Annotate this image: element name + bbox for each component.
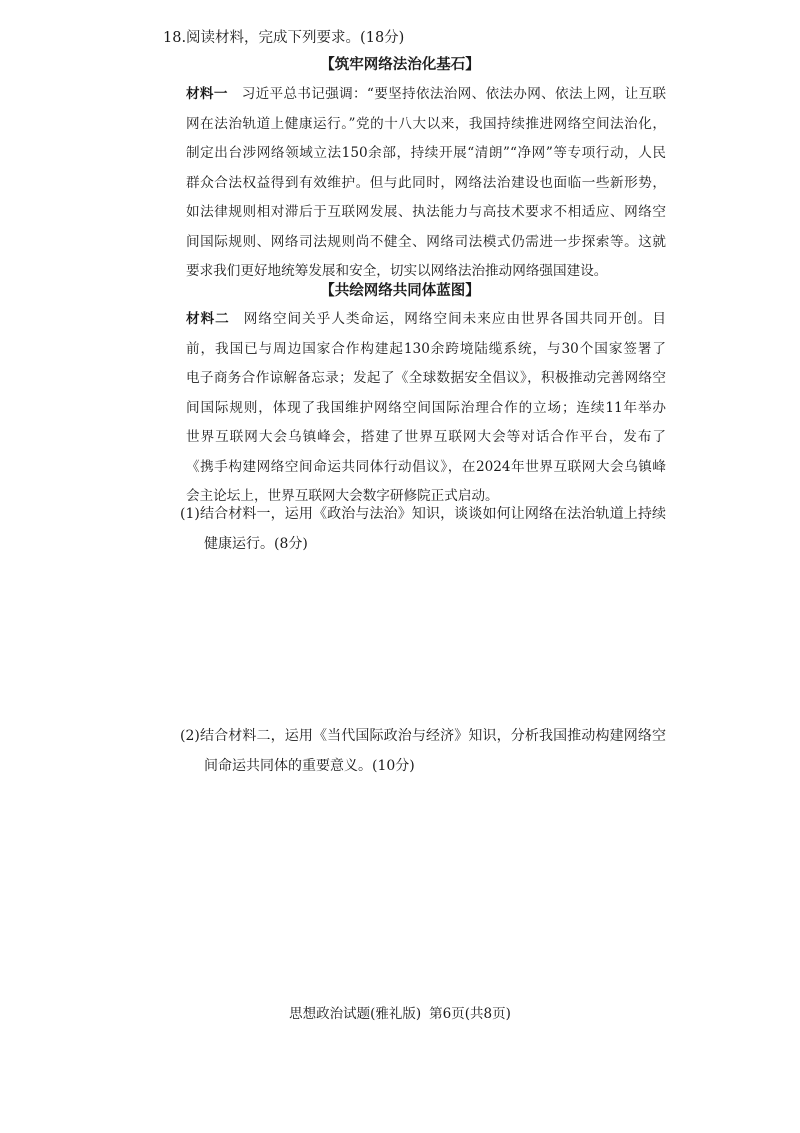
material-line: 会主论坛上，世界互联网大会数字研修院正式启动。 <box>186 488 499 504</box>
material-line: 群众合法权益得到有效维护。但与此同时，网络法治建设也面临一些新形势， <box>186 174 666 191</box>
material-line: 要求我们更好地统筹发展和安全，切实以网络法治推动网络强国建设。 <box>186 263 608 279</box>
material-two <box>186 305 666 512</box>
material-one <box>186 80 666 287</box>
sub-question-2 <box>180 722 666 781</box>
section-title-2: 【共绘网络共同体蓝图】 <box>320 283 480 299</box>
material-line: 制定出台涉网络领域立法150余部，持续开展“清朗”“净网”等专项行动，人民 <box>186 145 666 161</box>
footer-page-number: 第6页(共8页) <box>429 1006 511 1022</box>
material-line: 世界互联网大会乌镇峰会，搭建了世界互联网大会等对话合作平台，发布了 <box>186 429 666 445</box>
footer-subject: 思想政治试题(雅礼版) <box>289 1006 422 1022</box>
material-line: 材料一 习近平总书记强调：“要坚持依法治网、依法办网、依法上网，让互联 <box>186 86 666 102</box>
material-line: 材料二 网络空间关乎人类命运，网络空间未来应由世界各国共同开创。目 <box>186 311 666 327</box>
section-title-1: 【筑牢网络法治化基石】 <box>320 57 480 73</box>
material-line: 《携手构建网络空间命运共同体行动倡议》，在2024年世界互联网大会乌镇峰 <box>186 458 666 475</box>
page-footer <box>0 1004 800 1024</box>
material-line: 如法律规则相对滞后于互联网发展、执法能力与高技术要求不相适应、网络空 <box>186 204 666 220</box>
material-line: 网在法治轨道上健康运行。”党的十八大以来，我国持续推进网络空间法治化， <box>186 115 666 132</box>
material-label: 材料一 <box>186 86 228 102</box>
sub-question-line: 健康运行。(8分) <box>204 535 308 552</box>
material-line: 电子商务合作谅解备忘录；发起了《全球数据安全倡议》，积极推动完善网络空 <box>186 370 666 386</box>
material-line: 前，我国已与周边国家合作构建起130余跨境陆缆系统，与30个国家签署了 <box>186 340 666 357</box>
sub-question-line: (2)结合材料二，运用《当代国际政治与经济》知识，分析我国推动构建网络空 <box>180 728 666 744</box>
question-header: 18.阅读材料，完成下列要求。(18分) <box>163 30 405 46</box>
material-label: 材料二 <box>186 311 230 327</box>
sub-question-1 <box>180 500 666 559</box>
sub-question-line: (1)结合材料一，运用《政治与法治》知识，谈谈如何让网络在法治轨道上持续 <box>180 506 666 522</box>
sub-question-line: 间命运共同体的重要意义。(10分) <box>204 757 415 774</box>
material-line: 间国际规则，体现了我国维护网络空间国际治理合作的立场；连续11年举办 <box>186 399 666 416</box>
material-line: 间国际规则、网络司法规则尚不健全、网络司法模式仍需进一步探索等。这就 <box>186 233 666 250</box>
